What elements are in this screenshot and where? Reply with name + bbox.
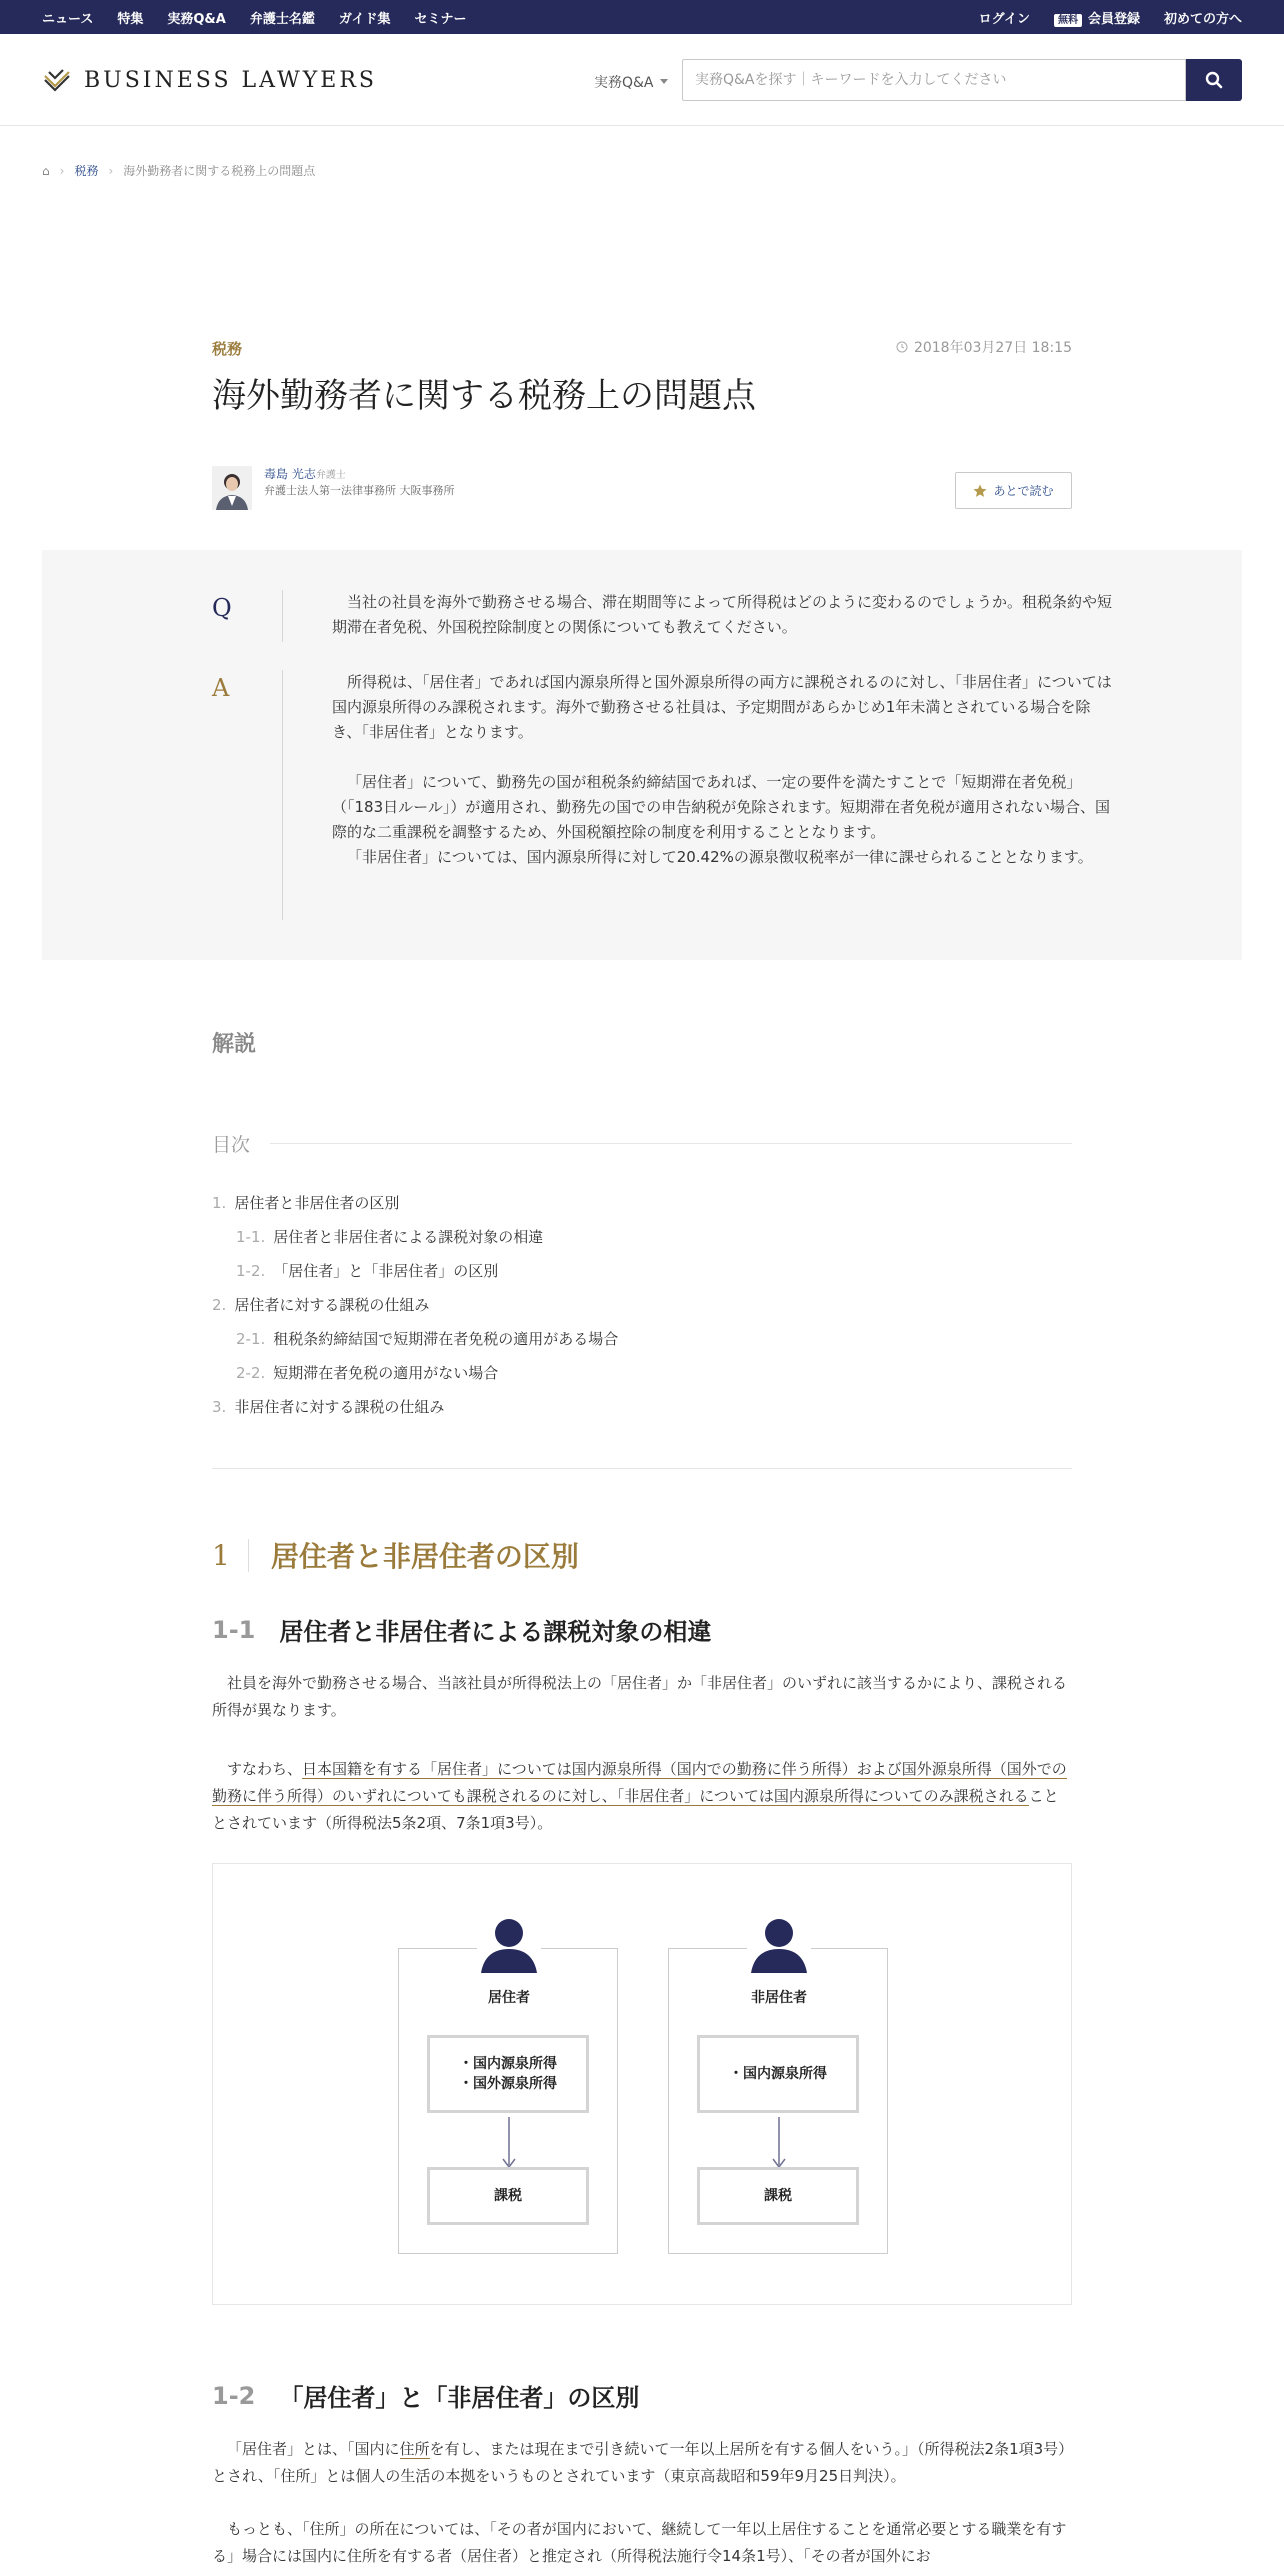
toc-item[interactable]: [236, 1226, 543, 1247]
toc-item-num: 1-1.: [236, 1228, 266, 1246]
resident-column: [398, 1948, 618, 2254]
site-logo[interactable]: [42, 66, 377, 94]
nonresident-label: 非居住者: [751, 1990, 807, 2006]
foreign-income-item: ・国外源泉所得: [459, 2076, 557, 2092]
toc-item-label: 短期滞在者免税の適用がない場合: [273, 1364, 499, 1382]
author-role: 弁護士: [315, 470, 346, 481]
register-label: 会員登録: [1087, 11, 1140, 27]
first-time-link[interactable]: 初めての方へ: [1163, 11, 1242, 27]
read-later-label: あとで読む: [993, 484, 1054, 498]
nav-qa[interactable]: 実務Q&A: [167, 11, 226, 27]
breadcrumb: [42, 162, 315, 179]
answer-paragraph-3: 「非居住者」については、国内源泉所得に対して20.42%の源泉徴収税率が一律に課せられることとなります。: [347, 848, 1093, 866]
author-name[interactable]: 毒島 光志: [264, 467, 316, 481]
paragraph-text: こととされています（所得税法5条2項、7条1項3号）。: [212, 1787, 1059, 1832]
question-divider: [282, 590, 283, 642]
answer-paragraph-1: 所得税は、「居住者」であれば国内源泉所得と国外源泉所得の両方に課税されるのに対し、「非居住者」については国内源泉所得のみ課税されます。海外で勤務させる社員は、予定期間があらかじめ1年未満とされている場合を除き、「非居住者」となります。: [332, 673, 1112, 741]
date-text: 2018年03月27日 18:15: [913, 340, 1072, 356]
qa-box: [42, 550, 1242, 960]
nav-lawyers[interactable]: 弁護士名鑑: [249, 11, 315, 27]
toc-item[interactable]: [236, 1328, 618, 1349]
top-nav: [0, 0, 1284, 34]
toc-divider: [270, 1143, 1072, 1144]
resident-tax-box: 課税: [427, 2167, 589, 2225]
arrow-down-icon: [772, 2117, 786, 2169]
clock-icon: [896, 341, 908, 353]
arrow-down-icon: [502, 2117, 516, 2169]
logo-text: BUSINESS LAWYERS: [84, 67, 377, 93]
paragraph: [212, 1756, 1072, 1837]
breadcrumb-category[interactable]: 税務: [74, 164, 99, 178]
domestic-income-item: ・国内源泉所得: [459, 2056, 557, 2072]
toc-item-num: 3.: [212, 1398, 227, 1416]
paragraph-text: 「居住者」とは、「国内に: [227, 2440, 400, 2458]
nonresident-income-box: ・国内源泉所得: [697, 2035, 859, 2113]
toc-item-label: 居住者に対する課税の仕組み: [234, 1296, 430, 1314]
toc-end-divider: [212, 1468, 1072, 1469]
person-icon: [477, 1913, 541, 1977]
search-icon: [1205, 71, 1223, 89]
nav-features[interactable]: 特集: [117, 11, 144, 27]
question-label: Q: [212, 594, 232, 622]
toc-item[interactable]: [212, 1294, 429, 1315]
search-input[interactable]: [682, 59, 1186, 101]
toc-item-label: 居住者と非居住者の区別: [234, 1194, 400, 1212]
paragraph: 社員を海外で勤務させる場合、当該社員が所得税法上の「居住者」か「非居住者」のいずれに該当するかにより、課税される所得が異なります。: [212, 1674, 1068, 1719]
paragraph-text: すなわち、: [227, 1760, 303, 1778]
toc-item-label: 非居住者に対する課税の仕組み: [234, 1398, 445, 1416]
paragraph-text: を有し、または現在まで引き続いて一年以上居所を有する個人をいう。」（所得税法2条1項3号）とされ、「住所」とは個人の生活の本拠をいうものとされています（東京高裁昭和59年9月25日判決）。: [212, 2440, 1066, 2485]
author-info: [264, 466, 464, 510]
nav-guides[interactable]: ガイド集: [338, 11, 391, 27]
answer-text: [332, 670, 1112, 870]
search-scope-label: 実務Q&A: [594, 75, 654, 91]
section-1-1-heading: [212, 1612, 711, 1647]
resident-diagram: [212, 1863, 1072, 2305]
toc-item[interactable]: [236, 1260, 498, 1281]
answer-paragraph-2: 「居住者」について、勤務先の国が租税条約締結国であれば、一定の要件を満たすことで「短期滞在者免税」（「183日ルール」）が適用され、勤務先の国での申告納税が免除されます。短期滞在者免税が適用されない場合、国際的な二重課税を調整するため、外国税額控除の制度を利用することとなります。: [332, 773, 1111, 841]
answer-divider: [282, 670, 283, 920]
person-icon: [747, 1913, 811, 1977]
toc-item-num: 2-1.: [236, 1330, 266, 1348]
explanation-heading: 解説: [212, 1032, 257, 1057]
breadcrumb-separator: ›: [108, 163, 114, 178]
paragraph: もっとも、「住所」の所在については、「その者が国内において、継続して一年以上居住することを通常必要とする職業を有する」場合には国内に住所を有する者（居住者）と推定され（所得税法施行令14条1号）、「その者が国外にお: [212, 2520, 1067, 2565]
subsection-title: 「居住者」と「非居住者」の区別: [279, 2384, 640, 2412]
toc-item-num: 2-2.: [236, 1364, 266, 1382]
breadcrumb-separator: ›: [59, 163, 65, 178]
top-nav-links: [42, 0, 466, 34]
resident-label: 居住者: [488, 1990, 530, 2006]
search-scope-select[interactable]: [594, 70, 668, 94]
toc-item[interactable]: [212, 1192, 399, 1213]
avatar[interactable]: [212, 466, 252, 510]
chevron-down-icon: [660, 79, 668, 85]
toc-item-num: 1.: [212, 1194, 227, 1212]
site-header: [0, 34, 1284, 126]
register-link[interactable]: [1054, 8, 1140, 27]
author-firm: 弁護士法人第一法律事務所 大阪事務所: [264, 484, 455, 497]
article-date: [896, 337, 1072, 357]
section-1-2-heading: [212, 2378, 639, 2413]
free-badge: 無料: [1054, 14, 1082, 27]
login-link[interactable]: ログイン: [978, 11, 1030, 27]
toc-item-label: 租税条約締結国で短期滞在者免税の適用がある場合: [273, 1330, 619, 1348]
toc-item-num: 2.: [212, 1296, 227, 1314]
star-icon: [973, 484, 987, 498]
nav-seminars[interactable]: セミナー: [414, 11, 467, 27]
toc-item[interactable]: [212, 1396, 444, 1417]
question-text: [332, 590, 1112, 640]
page-title: 海外勤務者に関する税務上の問題点: [212, 376, 756, 416]
article-category[interactable]: 税務: [212, 340, 243, 358]
author-card: [212, 466, 464, 510]
underlined-text: 日本国籍を有する「居住者」については国内源泉所得（国内での勤務に伴う所得）および国外源泉所得（国外での勤務に伴う所得）のいずれについても課税されるのに対し、「非居住者」については国内源泉所得についてのみ課税される: [212, 1760, 1067, 1805]
nonresident-column: [668, 1948, 888, 2254]
toc-item-num: 1-2.: [236, 1262, 266, 1280]
avatar-photo: [212, 466, 252, 510]
section-1-heading: [212, 1535, 579, 1575]
subsection-number: 1-1: [212, 1615, 256, 1644]
nav-news[interactable]: ニュース: [42, 11, 94, 27]
underlined-text: 住所: [399, 2440, 430, 2458]
section-number: 1: [212, 1539, 249, 1572]
logo-mark-icon: [42, 66, 72, 94]
toc-item-label: 「居住者」と「非居住者」の区別: [273, 1262, 499, 1280]
read-later-button[interactable]: [955, 472, 1072, 509]
paragraph: [212, 2436, 1072, 2490]
subsection-title: 居住者と非居住者による課税対象の相違: [279, 1618, 712, 1646]
nonresident-tax-box: 課税: [697, 2167, 859, 2225]
answer-label: A: [212, 674, 230, 702]
section-title: 居住者と非居住者の区別: [270, 1540, 579, 1573]
toc-item-label: 居住者と非居住者による課税対象の相違: [273, 1228, 544, 1246]
resident-income-box: [427, 2035, 589, 2113]
toc-item[interactable]: [236, 1362, 498, 1383]
subsection-number: 1-2: [212, 2381, 256, 2410]
question-paragraph: 当社の社員を海外で勤務させる場合、滞在期間等によって所得税はどのように変わるのでしょうか。租税条約や短期滞在者免税、外国税控除制度との関係についても教えてください。: [332, 593, 1113, 636]
resident-income-list: [459, 2054, 557, 2094]
home-icon[interactable]: ⌂: [42, 163, 50, 178]
search-button[interactable]: [1186, 59, 1242, 101]
toc-title: 目次: [212, 1134, 251, 1156]
breadcrumb-current: 海外勤務者に関する税務上の問題点: [123, 164, 316, 178]
top-nav-account: [979, 0, 1242, 34]
